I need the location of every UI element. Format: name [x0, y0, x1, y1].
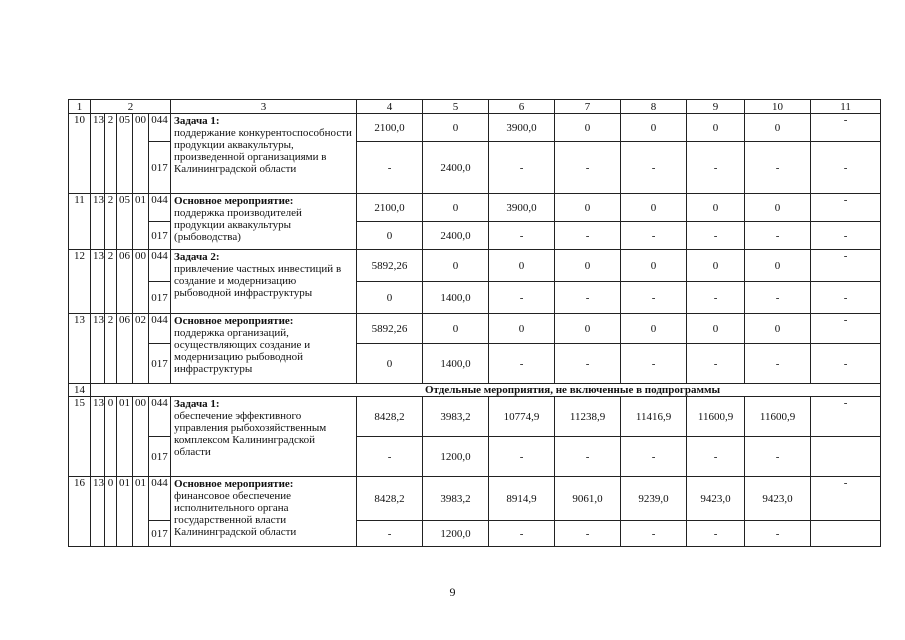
value-cell: 0 [555, 194, 621, 222]
value-cell: 11238,9 [555, 397, 621, 437]
description-text: поддержка производителей продукции аквакультуры (рыбоводства) [174, 207, 302, 243]
header-cell: 9 [687, 100, 745, 114]
value-cell: - [489, 437, 555, 477]
source-code: 017 [149, 222, 171, 250]
value-cell: 0 [423, 314, 489, 344]
value-cell: 0 [357, 222, 423, 250]
value-cell: 3900,0 [489, 114, 555, 142]
header-cell: 3 [171, 100, 357, 114]
value-cell: - [687, 282, 745, 314]
budget-code: 2 [105, 114, 117, 194]
description-title: Задача 1: [174, 115, 220, 127]
value-cell: - [745, 437, 811, 477]
table-row [69, 397, 881, 437]
value-cell: 1400,0 [423, 282, 489, 314]
source-code: 044 [149, 397, 171, 437]
table-row [69, 314, 881, 344]
description-cell [171, 314, 357, 384]
header-cell: 7 [555, 100, 621, 114]
value-cell: 5892,26 [357, 314, 423, 344]
budget-code: 2 [105, 250, 117, 314]
value-cell: - [621, 521, 687, 547]
description-title: Задача 2: [174, 251, 220, 263]
section-title: Отдельные мероприятия, не включенные в подпрограммы [91, 384, 881, 397]
value-cell: 9423,0 [745, 477, 811, 521]
value-cell: 9423,0 [687, 477, 745, 521]
value-cell: - [811, 142, 881, 194]
budget-code: 00 [133, 397, 149, 477]
value-cell: 0 [687, 250, 745, 282]
description-cell [171, 114, 357, 194]
value-cell: - [555, 344, 621, 384]
budget-code: 13 [91, 397, 105, 477]
value-cell: - [811, 314, 881, 344]
value-cell: 3900,0 [489, 194, 555, 222]
description-cell [171, 250, 357, 314]
row-number: 16 [69, 477, 91, 547]
value-cell: 0 [687, 194, 745, 222]
value-cell: - [555, 142, 621, 194]
value-cell: 9061,0 [555, 477, 621, 521]
value-cell: 0 [357, 344, 423, 384]
description-title: Задача 1: [174, 398, 220, 410]
value-cell: 2100,0 [357, 194, 423, 222]
value-cell: 0 [357, 282, 423, 314]
value-cell: - [811, 114, 881, 142]
header-row [69, 100, 881, 114]
value-cell: - [489, 222, 555, 250]
value-cell: 8428,2 [357, 477, 423, 521]
value-cell: 3983,2 [423, 397, 489, 437]
value-cell: 0 [489, 314, 555, 344]
row-number: 12 [69, 250, 91, 314]
source-code: 017 [149, 521, 171, 547]
description-cell [171, 397, 357, 477]
budget-code: 0 [105, 477, 117, 547]
value-cell: - [489, 282, 555, 314]
value-cell: 0 [687, 314, 745, 344]
value-cell: 11600,9 [745, 397, 811, 437]
value-cell: - [687, 142, 745, 194]
value-cell: 11600,9 [687, 397, 745, 437]
value-cell: 0 [745, 314, 811, 344]
value-cell: - [687, 521, 745, 547]
budget-code: 13 [91, 314, 105, 384]
budget-code: 06 [117, 250, 133, 314]
header-cell: 2 [91, 100, 171, 114]
value-cell: 8914,9 [489, 477, 555, 521]
value-cell: - [555, 521, 621, 547]
value-cell: - [489, 344, 555, 384]
value-cell: - [555, 282, 621, 314]
value-cell: 5892,26 [357, 250, 423, 282]
value-cell: - [621, 142, 687, 194]
source-code: 044 [149, 114, 171, 142]
header-cell: 10 [745, 100, 811, 114]
value-cell: - [621, 437, 687, 477]
budget-code: 13 [91, 194, 105, 250]
budget-code: 01 [117, 477, 133, 547]
budget-code: 2 [105, 194, 117, 250]
budget-code: 05 [117, 114, 133, 194]
value-cell: 0 [489, 250, 555, 282]
value-cell: 2100,0 [357, 114, 423, 142]
value-cell: - [357, 521, 423, 547]
budget-code: 00 [133, 250, 149, 314]
source-code: 017 [149, 437, 171, 477]
value-cell: 2400,0 [423, 142, 489, 194]
value-cell: - [811, 397, 881, 437]
header-cell: 5 [423, 100, 489, 114]
budget-code: 02 [133, 314, 149, 384]
value-cell: - [811, 222, 881, 250]
value-cell: - [811, 477, 881, 521]
description-title: Основное мероприятие: [174, 315, 294, 327]
row-number: 11 [69, 194, 91, 250]
value-cell: 8428,2 [357, 397, 423, 437]
source-code: 017 [149, 344, 171, 384]
description-title: Основное мероприятие: [174, 195, 294, 207]
source-code: 044 [149, 477, 171, 521]
value-cell: - [811, 250, 881, 282]
budget-code: 01 [117, 397, 133, 477]
value-cell: - [811, 344, 881, 384]
value-cell: 3983,2 [423, 477, 489, 521]
source-code: 044 [149, 194, 171, 222]
budget-table [68, 99, 881, 547]
source-code: 044 [149, 250, 171, 282]
table-row [69, 194, 881, 222]
value-cell: 10774,9 [489, 397, 555, 437]
description-text: поддержка организаций, осуществляющих создание и модернизацию рыбоводной инфраструктуры [174, 327, 311, 375]
header-cell: 1 [69, 100, 91, 114]
value-cell: - [687, 222, 745, 250]
value-cell: 0 [423, 194, 489, 222]
value-cell: 0 [745, 250, 811, 282]
row-number: 14 [69, 384, 91, 397]
value-cell: 2400,0 [423, 222, 489, 250]
value-cell: - [811, 194, 881, 222]
value-cell: 0 [621, 314, 687, 344]
value-cell: 0 [621, 114, 687, 142]
value-cell: 0 [745, 114, 811, 142]
value-cell: - [745, 344, 811, 384]
value-cell: 11416,9 [621, 397, 687, 437]
value-cell: 0 [555, 314, 621, 344]
value-cell: - [745, 222, 811, 250]
table-row [69, 477, 881, 521]
table-row [69, 114, 881, 142]
header-cell: 6 [489, 100, 555, 114]
budget-code: 06 [117, 314, 133, 384]
value-cell: - [621, 222, 687, 250]
value-cell: 0 [555, 250, 621, 282]
value-cell: - [745, 282, 811, 314]
value-cell [811, 521, 881, 547]
value-cell: - [357, 437, 423, 477]
value-cell: 1200,0 [423, 521, 489, 547]
value-cell: - [745, 521, 811, 547]
budget-code: 01 [133, 477, 149, 547]
value-cell [811, 437, 881, 477]
header-cell: 11 [811, 100, 881, 114]
budget-code: 13 [91, 477, 105, 547]
row-number: 10 [69, 114, 91, 194]
section-row [69, 384, 881, 397]
description-cell [171, 194, 357, 250]
budget-code: 05 [117, 194, 133, 250]
budget-table-sheet [68, 99, 860, 547]
row-number: 13 [69, 314, 91, 384]
description-text: обеспечение эффективного управления рыбохозяйственным комплексом Калининградской области [174, 410, 327, 458]
value-cell: 0 [423, 250, 489, 282]
page-number: 9 [449, 585, 456, 599]
value-cell: 0 [745, 194, 811, 222]
value-cell: - [687, 437, 745, 477]
budget-code: 00 [133, 114, 149, 194]
budget-code: 01 [133, 194, 149, 250]
budget-code: 13 [91, 114, 105, 194]
value-cell: - [745, 142, 811, 194]
value-cell: 0 [555, 114, 621, 142]
budget-code: 0 [105, 397, 117, 477]
value-cell: - [489, 521, 555, 547]
value-cell: - [621, 282, 687, 314]
value-cell: - [489, 142, 555, 194]
description-text: поддержание конкурентоспособности продукции аквакультуры, произведенной организациями в Калининградской области [174, 127, 352, 175]
budget-code: 2 [105, 314, 117, 384]
value-cell: 9239,0 [621, 477, 687, 521]
description-text: привлечение частных инвестиций в создание и модернизацию рыбоводной инфраструктуры [174, 263, 342, 299]
value-cell: 0 [423, 114, 489, 142]
header-cell: 4 [357, 100, 423, 114]
description-cell [171, 477, 357, 547]
source-code: 017 [149, 142, 171, 194]
value-cell: 0 [687, 114, 745, 142]
value-cell: 0 [621, 194, 687, 222]
value-cell: - [687, 344, 745, 384]
value-cell: - [621, 344, 687, 384]
value-cell: - [357, 142, 423, 194]
source-code: 044 [149, 314, 171, 344]
description-title: Основное мероприятие: [174, 478, 294, 490]
source-code: 017 [149, 282, 171, 314]
description-text: финансовое обеспечение исполнительного органа государственной власти Калининградской области [174, 490, 297, 538]
budget-code: 13 [91, 250, 105, 314]
table-row [69, 250, 881, 282]
row-number: 15 [69, 397, 91, 477]
value-cell: - [811, 282, 881, 314]
value-cell: 1200,0 [423, 437, 489, 477]
value-cell: - [555, 437, 621, 477]
value-cell: 0 [621, 250, 687, 282]
value-cell: 1400,0 [423, 344, 489, 384]
value-cell: - [555, 222, 621, 250]
header-cell: 8 [621, 100, 687, 114]
